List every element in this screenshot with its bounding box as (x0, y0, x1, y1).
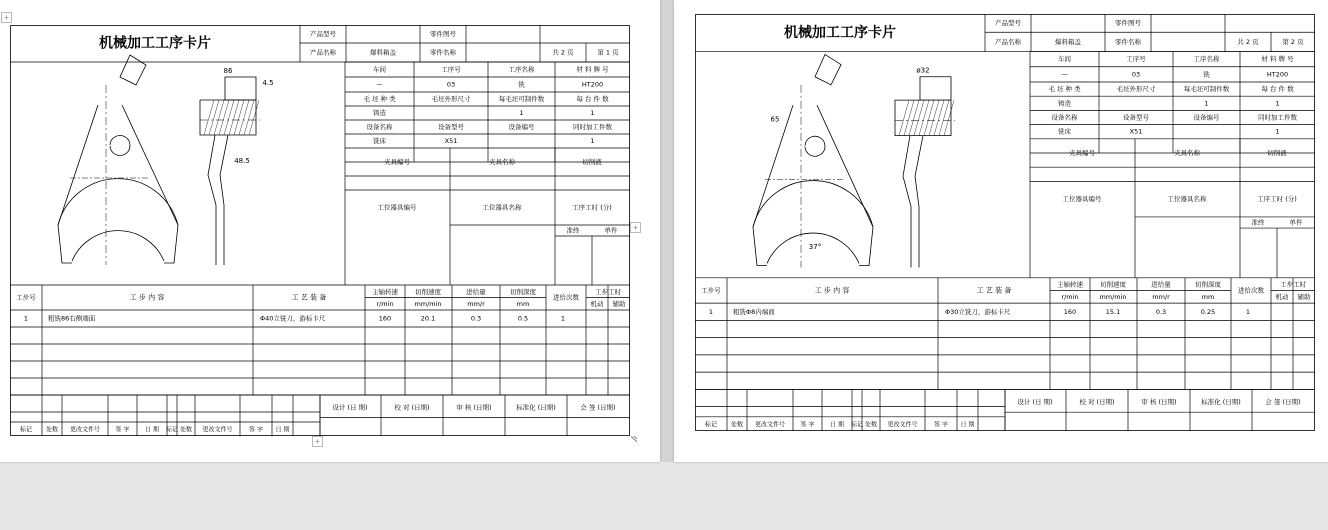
step-1-no: 1 (23, 314, 29, 323)
revision-label: 签 字 (934, 421, 948, 429)
process-per-blank-label: 每毛坯可制件数 (1183, 85, 1230, 94)
section-hatch (904, 100, 914, 136)
feed-unit: mm/r (1152, 292, 1170, 301)
table-move-handle[interactable]: + (1, 12, 12, 23)
fixture-name-label: 夹具名称 (1174, 149, 1200, 157)
page-gutter (660, 0, 674, 462)
page-number: 第 1 页 (597, 48, 619, 57)
revision-label: 处数 (730, 421, 744, 429)
revision-label: 更改文件号 (202, 426, 233, 434)
section-hatch (899, 100, 909, 136)
cut-speed-header: 切削速度 (1100, 280, 1126, 289)
side-arm-outline (208, 135, 228, 265)
fork-arm-outline (753, 105, 873, 227)
product-model-label: 产品型号 (995, 19, 1021, 28)
process-op-no-label: 工序号 (1126, 55, 1146, 64)
section-hatch (909, 100, 919, 136)
process-equip-model-label: 设备型号 (438, 123, 464, 131)
dimension-label: 48.5 (234, 157, 250, 165)
cut-speed-unit: mm/min (414, 299, 442, 308)
process-equip-name: 铣床 (373, 137, 386, 145)
process-equip-model: X51 (444, 137, 458, 145)
process-simul: 1 (1275, 127, 1280, 136)
sign-approve: 会 签 (日期) (1265, 397, 1301, 406)
process-op-name-label: 工序名称 (1193, 55, 1220, 64)
step-1-speed: 160 (378, 314, 392, 323)
dimension-label: 37° (808, 243, 822, 252)
process-equip-name-label: 设备名称 (366, 123, 393, 131)
section-hatch (204, 100, 214, 135)
revision-label: 处数 (179, 426, 193, 434)
dimension-label: 86 (223, 67, 233, 75)
process-op-no-label: 工序号 (441, 65, 461, 74)
revision-label: 签 字 (249, 426, 263, 434)
step-1-cut-speed: 15.1 (1105, 307, 1121, 316)
boss-section (225, 77, 256, 100)
process-equip-model: X51 (1129, 127, 1143, 136)
sign-check: 校 对 (日期) (1079, 397, 1115, 406)
process-workshop-label: 车间 (1058, 55, 1071, 64)
process-blank-size-label: 毛坯外形尺寸 (431, 95, 471, 103)
card-title: 机械加工工序卡片 (784, 24, 896, 41)
step-no-header: 工步号 (701, 286, 721, 295)
machine-time-header: 机动 (590, 299, 604, 308)
revision-label: 更改文件号 (754, 421, 786, 429)
section-hatch (919, 100, 929, 136)
section-hatch (234, 100, 244, 135)
revision-label: 签 字 (800, 421, 815, 429)
pivot-hole (805, 136, 825, 156)
part-no-label: 零件图号 (430, 30, 456, 38)
process-op-no: 03 (1131, 70, 1141, 79)
machine-time-header: 机动 (1275, 292, 1289, 301)
process-op-name: 铣 (518, 80, 525, 89)
station-no-label: 工位器具编号 (377, 203, 417, 212)
revision-label: 标记 (165, 426, 179, 434)
step-1-depth: 0.25 (1200, 307, 1216, 316)
sign-standard: 标准化 (日期) (1201, 397, 1241, 406)
step-1-cut-speed: 20.1 (420, 314, 436, 323)
fork-part-drawing (753, 54, 955, 267)
section-hatch (244, 100, 254, 135)
step-equipment-header: 工 艺 装 备 (291, 293, 327, 302)
step-1-no: 1 (708, 307, 714, 316)
product-name-label: 产品名称 (995, 37, 1021, 46)
process-equip-no-label: 设备编号 (508, 123, 535, 131)
revision-label: 更改文件号 (69, 426, 101, 434)
process-equip-name-label: 设备名称 (1051, 113, 1078, 122)
product-name-label: 产品名称 (310, 48, 336, 57)
step-1-content: 粗铣86右侧端面 (48, 314, 96, 323)
revision-label: 标记 (850, 421, 864, 429)
process-simul: 1 (590, 137, 595, 145)
sign-review: 审 核 (日期) (456, 403, 492, 412)
total-pages: 共 2 页 (1237, 37, 1259, 46)
revision-label: 处数 (864, 421, 878, 429)
dimension-label: 4.5 (262, 79, 274, 87)
process-blank-type: 铸造 (1058, 99, 1071, 108)
fixture-name-label: 夹具名称 (489, 158, 515, 166)
section-hatch (239, 100, 249, 135)
process-blank-type: 铸造 (373, 109, 386, 117)
unit-time-label: 单件 (604, 226, 618, 235)
step-hours-header: 工步工时 (595, 287, 621, 296)
process-time-label: 工序工时 (分) (572, 203, 612, 212)
depth-unit: mm (1201, 292, 1215, 301)
depth-unit: mm (516, 299, 530, 308)
part-no-label: 零件图号 (1115, 19, 1141, 28)
process-card-sheet-2 (695, 14, 1315, 431)
revision-label: 日 期 (830, 421, 844, 429)
section-hatch (939, 100, 949, 136)
total-pages: 共 2 页 (552, 48, 574, 57)
step-1-speed: 160 (1063, 307, 1077, 316)
pivot-hole (110, 136, 130, 156)
feed-unit: mm/r (467, 299, 485, 308)
section-hatch (229, 100, 239, 135)
process-workshop: — (376, 80, 383, 89)
fork-arm-outline (58, 105, 178, 225)
add-column-handle[interactable]: + (630, 222, 641, 233)
side-arm-outline (903, 136, 923, 268)
section-hatch (924, 100, 934, 136)
fork-lug-outline (120, 55, 146, 85)
revision-label: 标记 (704, 421, 718, 429)
card-border (696, 15, 1315, 431)
product-model-label: 产品型号 (310, 30, 336, 38)
process-per-blank: 1 (1204, 99, 1209, 108)
process-equip-no-label: 设备编号 (1193, 113, 1220, 122)
sign-design: 设计 (日 期) (1017, 397, 1053, 406)
process-workshop-label: 车间 (373, 65, 386, 74)
station-name-label: 工位器具名称 (1167, 195, 1207, 204)
process-per-unit-label: 每 台 件 数 (1261, 85, 1294, 94)
station-name-label: 工位器具名称 (482, 203, 522, 212)
dimension-label: ø32 (916, 66, 930, 75)
process-material: HT200 (581, 80, 604, 89)
section-hatch (944, 100, 954, 136)
step-content-header: 工 步 内 容 (814, 286, 850, 295)
revision-label: 签 字 (115, 426, 130, 434)
fixture-no-label: 夹具编号 (384, 158, 410, 166)
cut-speed-unit: mm/min (1099, 292, 1127, 301)
process-blank-size-label: 毛坯外形尺寸 (1116, 85, 1156, 94)
process-material-label: 材 料 牌 号 (1261, 55, 1294, 64)
step-1-feed: 0.3 (470, 314, 482, 323)
section-hatch (224, 100, 234, 135)
depth-header: 切削深度 (1195, 280, 1221, 289)
depth-header: 切削深度 (510, 287, 536, 296)
fork-lug-outline (815, 54, 841, 84)
add-row-handle[interactable]: + (312, 436, 323, 447)
page-number: 第 2 页 (1282, 37, 1304, 46)
step-1-equipment: Φ40立铣刀，游标卡尺 (260, 314, 326, 323)
step-1-passes: 1 (1245, 307, 1251, 316)
feed-header: 进给量 (466, 287, 486, 296)
process-op-name: 铣 (1203, 70, 1210, 79)
product-name-value: 爆料箱盖 (370, 48, 396, 57)
feed-header: 进给量 (1151, 280, 1171, 289)
process-simul-label: 同时加工件数 (1258, 113, 1297, 122)
process-equip-model-label: 设备型号 (1123, 113, 1149, 122)
section-hatch (929, 100, 939, 136)
sign-design: 设计 (日 期) (332, 403, 368, 412)
sign-review: 审 核 (日期) (1141, 397, 1177, 406)
aux-time-header: 辅助 (612, 299, 626, 308)
section-hatch (209, 100, 219, 135)
step-no-header: 工步号 (16, 293, 36, 302)
table-resize-handle[interactable] (631, 436, 637, 442)
process-card-sheet-1 (10, 25, 630, 436)
sign-approve: 会 签 (日期) (580, 403, 616, 412)
step-1-content: 粗铣Φ8内端面 (733, 307, 775, 316)
speed-unit: r/min (376, 299, 394, 308)
prep-time-label: 准终 (566, 226, 580, 235)
process-per-unit-label: 每 台 件 数 (576, 95, 609, 103)
process-workshop: — (1061, 70, 1068, 79)
process-material: HT200 (1266, 70, 1289, 79)
revision-label: 更改文件号 (887, 421, 918, 429)
process-material-label: 材 料 牌 号 (576, 65, 609, 74)
speed-header: 主轴转速 (372, 287, 398, 296)
aux-time-header: 辅助 (1297, 292, 1311, 301)
card-border (11, 26, 630, 436)
fixture-no-label: 夹具编号 (1069, 149, 1095, 157)
coolant-label: 切削液 (1267, 149, 1287, 157)
sign-check: 校 对 (日期) (394, 403, 430, 412)
process-per-unit: 1 (1275, 99, 1280, 108)
section-hatch (219, 100, 229, 135)
process-per-blank: 1 (519, 109, 524, 117)
process-blank-type-label: 毛 坯 种 类 (1048, 85, 1081, 94)
coolant-label: 切削液 (582, 158, 602, 166)
section-hatch (249, 100, 259, 135)
section-hatch (914, 100, 924, 136)
passes-header: 进给次数 (553, 293, 579, 302)
speed-header: 主轴转速 (1057, 280, 1083, 289)
process-op-no: 03 (446, 80, 456, 89)
revision-label: 日 期 (275, 426, 290, 434)
dimension-label: 65 (770, 115, 780, 124)
unit-time-label: 单件 (1289, 218, 1303, 227)
section-hatch (214, 100, 224, 135)
step-1-feed: 0.3 (1155, 307, 1167, 316)
passes-header: 进给次数 (1238, 286, 1264, 295)
revision-label: 日 期 (960, 421, 975, 429)
sign-standard: 标准化 (日期) (516, 403, 556, 412)
process-per-blank-label: 每毛坯可制件数 (498, 95, 545, 103)
cut-speed-header: 切削速度 (415, 287, 441, 296)
fork-part-drawing (58, 55, 260, 265)
step-1-equipment: Φ30立铣刀，游标卡尺 (945, 307, 1011, 316)
fork-arc-outline (58, 179, 178, 261)
step-equipment-header: 工 艺 装 备 (976, 286, 1012, 295)
process-time-label: 工序工时 (分) (1257, 195, 1297, 204)
process-op-name-label: 工序名称 (508, 65, 535, 74)
section-hatch (934, 100, 944, 136)
card-title: 机械加工工序卡片 (99, 35, 211, 52)
process-per-unit: 1 (590, 109, 595, 117)
station-no-label: 工位器具编号 (1062, 195, 1102, 204)
revision-label: 处数 (45, 426, 59, 434)
step-1-depth: 0.5 (517, 314, 529, 323)
part-name-label: 零件名称 (1115, 37, 1141, 46)
process-simul-label: 同时加工件数 (573, 123, 612, 131)
step-hours-header: 工步工时 (1280, 280, 1306, 289)
speed-unit: r/min (1061, 292, 1079, 301)
product-name-value: 爆料箱盖 (1055, 37, 1081, 46)
step-1-passes: 1 (560, 314, 566, 323)
boss-section (920, 77, 951, 100)
step-content-header: 工 步 内 容 (129, 293, 165, 302)
process-blank-type-label: 毛 坯 种 类 (363, 95, 396, 103)
part-name-label: 零件名称 (430, 48, 456, 57)
prep-time-label: 准终 (1251, 218, 1265, 227)
revision-label: 标记 (19, 426, 33, 434)
revision-label: 日 期 (145, 426, 159, 434)
process-equip-name: 铣床 (1058, 127, 1071, 136)
